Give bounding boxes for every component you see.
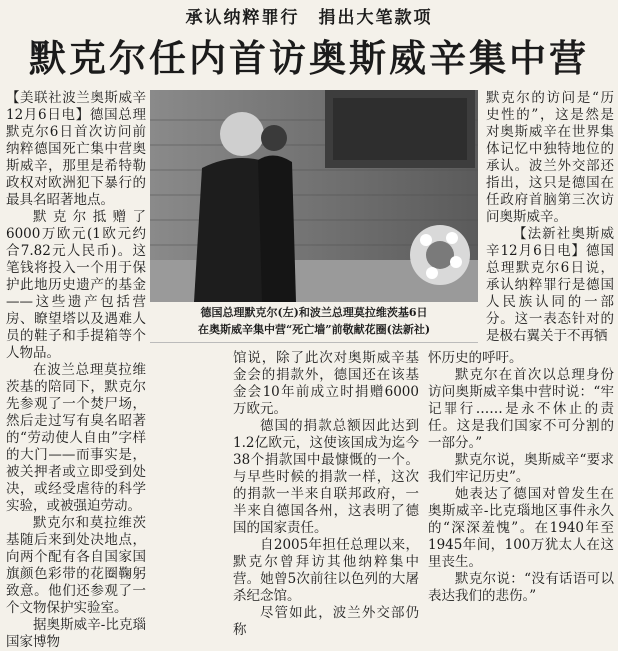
article-paragraph: 默克尔和莫拉维茨基随后来到处决地点，向两个配有各自国家国旗颜色彩带的花圈鞠躬致意。他们还参观了一个文物保护实验室。: [6, 515, 146, 616]
article-paragraph: 怀历史的呼吁。: [428, 350, 523, 366]
headline: 默克尔任内首访奥斯威辛集中营: [29, 37, 589, 80]
caption-line: 在奥斯威辛集中营“死亡墙”前敬献花圈(法新社): [197, 323, 431, 336]
article-column-right-bottom: [428, 350, 614, 618]
article-paragraph: 自2005年担任总理以来，默克尔曾拜访其他纳粹集中营。她曾5次前往以色列的大屠杀纪念馆。: [233, 537, 419, 604]
divider: [150, 342, 478, 343]
caption-line: 德国总理默克尔(左)和波兰总理莫拉维茨基6日: [200, 306, 428, 319]
article-paragraph: 【美联社波兰奥斯威辛12月6日电】德国总理默克尔6日首次访问前纳粹德国死亡集中营奥斯威辛，那里是希特勒政权对欧洲犯下暴行的最具名昭著地点。: [6, 90, 146, 208]
article-paragraph: 馆说，除了此次对奥斯威辛基金会的捐款外，德国还在该基金会10年前成立时捐赠6000万欧元。: [233, 350, 419, 417]
article-paragraph: 默克尔说，奥斯威辛“要求我们牢记历史”。: [428, 452, 614, 485]
article-paragraph: 【法新社奥斯威辛12月6日电】德国总理默克尔6日说，承认纳粹罪行是德国人民族认同的一部分。这一表态针对的是极右翼关于不再牺: [486, 226, 614, 344]
news-photo: [150, 90, 478, 302]
article-paragraph: 在波兰总理莫拉维茨基的陪同下，默克尔先参观了一个焚尸场，然后走过写有臭名昭著的“劳动使人自由”字样的大门——而事实是，被关押者或立即受到处决，或经受虐待的科学实验，或被强迫劳动。: [6, 362, 146, 514]
article-column-left: [6, 90, 146, 650]
article-paragraph: 默克尔的访问是“历史性的”，这是然是对奥斯威辛在世界集体记忆中独特地位的承认。波兰外交部还指出，这只是德国在任政府首脑第三次访问奥斯威辛。: [486, 90, 614, 225]
article-column-middle: [233, 350, 419, 638]
photo-illustration: [150, 90, 478, 302]
photo-caption: [150, 304, 478, 340]
article-paragraph: 默克尔说：“没有话语可以表达我们的悲伤。”: [428, 571, 614, 604]
article-paragraph: 默克尔在首次以总理身份访问奥斯威辛集中营时说：“牢记罪行……是永不休止的责任。这是我们国家不可分割的一部分。”: [428, 367, 614, 451]
subheadline: 承认纳粹罪行 捐出大笔款项: [185, 8, 433, 28]
article-column-right-top: [486, 90, 614, 346]
article-paragraph: 尽管如此，波兰外交部仍称: [233, 605, 419, 638]
article-paragraph: 默克尔抵赠了6000万欧元(1欧元约合7.82元人民币)。这笔钱将投入一个用于保护此地历史遗产的基金——这些遗产包括营房、瞭望塔以及遇难人员的鞋子和手提箱等个人物品。: [6, 209, 146, 361]
article-paragraph: 据奥斯威辛-比克瑙国家博物: [6, 617, 146, 650]
article-paragraph: 德国的捐款总额因此达到1.2亿欧元，这使该国成为迄今38个捐款国中最慷慨的一个。与早些时候的捐款一样，这次的捐款一半来自联邦政府，一半来自德国各州，这表明了德国的国家责任。: [233, 418, 419, 536]
article-paragraph: 她表达了德国对曾发生在奥斯威辛-比克瑙地区事件永久的“深深羞愧”。在1940年至1945年间，100万犹太人在这里丧生。: [428, 486, 614, 570]
